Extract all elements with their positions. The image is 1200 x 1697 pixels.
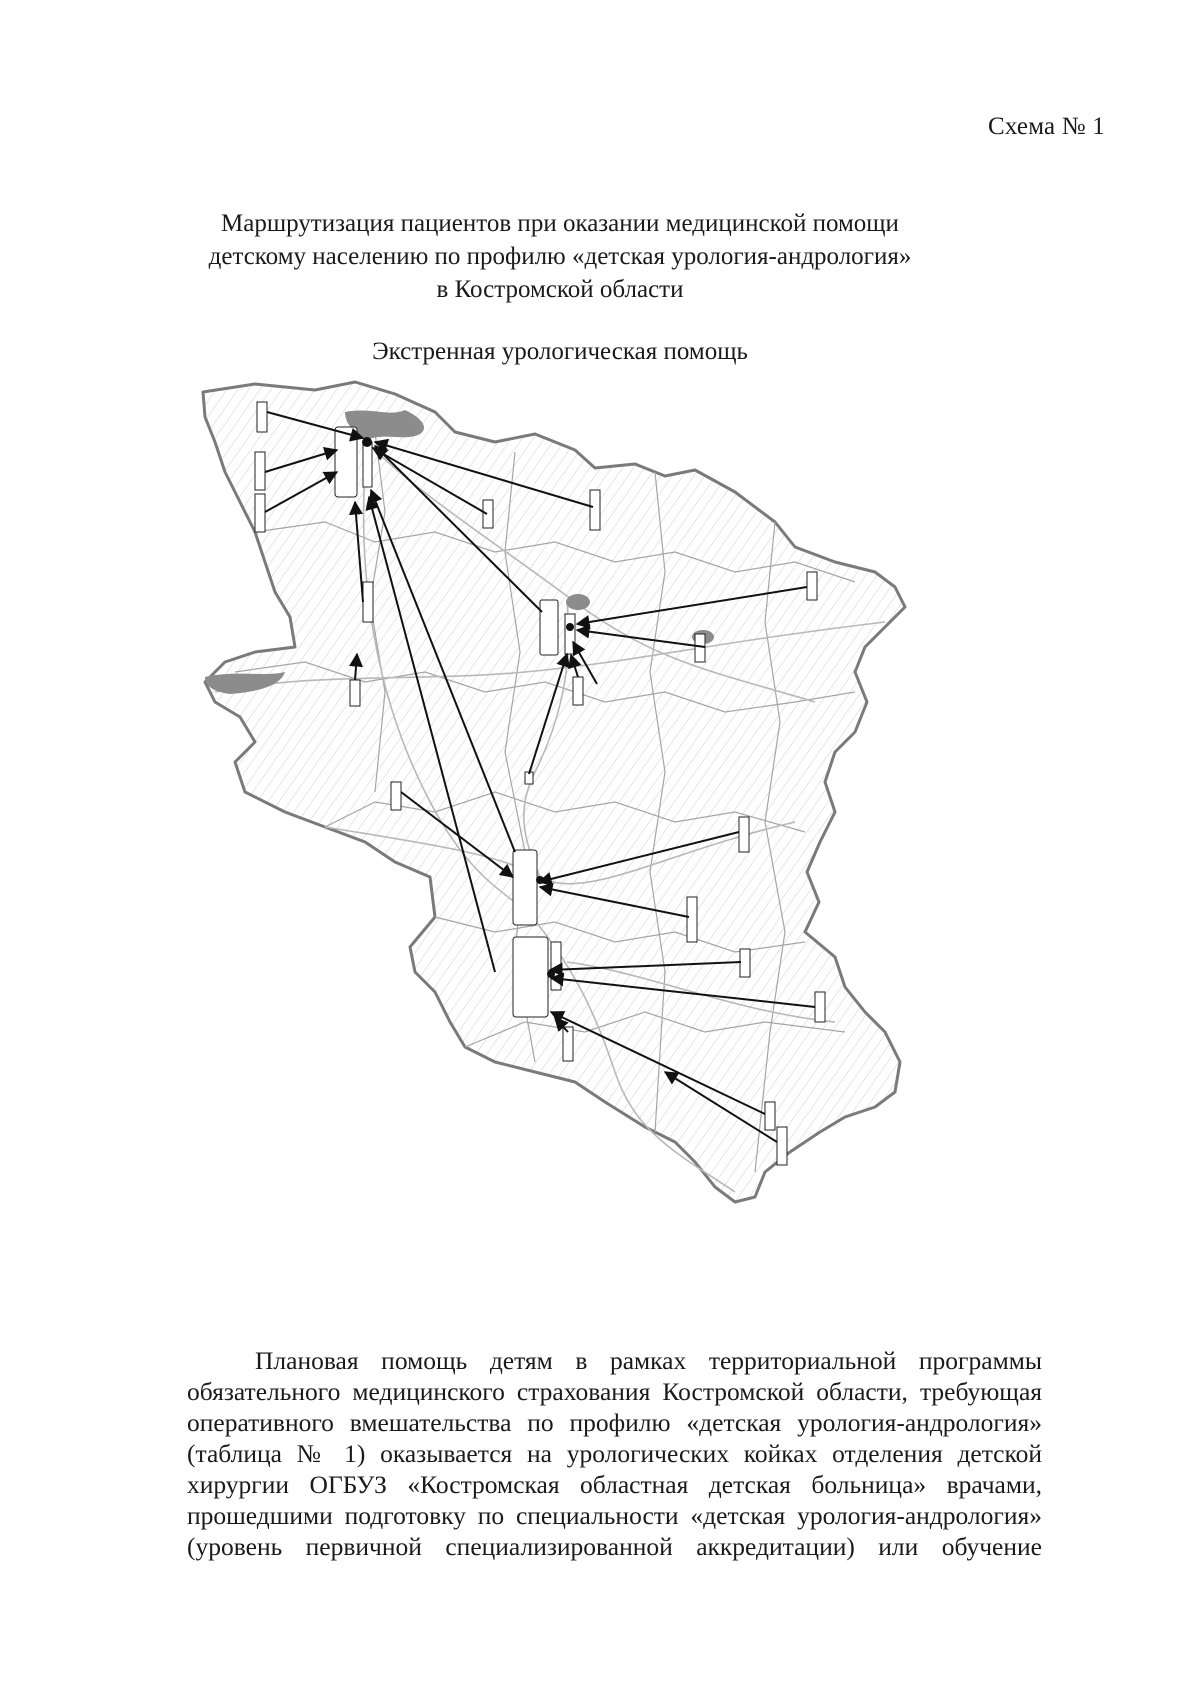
- body-line-4: (таблица № 1) оказывается на урологических койках отделения детской: [187, 1439, 1042, 1468]
- scheme-number: Схема № 1: [987, 113, 1105, 140]
- body-paragraph: [187, 1345, 1042, 1562]
- body-line-3: оперативного вмешательства по профилю «детская урология-андрология»: [187, 1408, 1042, 1437]
- title-line-2: детскому населению по профилю «детская урология-андрология»: [208, 243, 912, 270]
- body-line-6: прошедшими подготовку по специальности «детская урология-андрология»: [187, 1501, 1042, 1530]
- section-subtitle: Экстренная урологическая помощь: [372, 338, 748, 365]
- title-line-1: Маршрутизация пациентов при оказании медицинской помощи: [221, 210, 899, 237]
- routing-map: [195, 372, 935, 1207]
- body-line-7: (уровень первичной специализированной аккредитации) или обучение: [187, 1532, 1042, 1561]
- body-line-1: Плановая помощь детям в рамках территориальной программы: [255, 1346, 1042, 1375]
- region-outline: [203, 382, 905, 1202]
- region-map-routing-icon: [195, 372, 935, 1207]
- document-title: [0, 207, 1120, 306]
- title-line-3: в Костромской области: [436, 276, 684, 303]
- body-line-5: хирургии ОГБУЗ «Костромская областная детская больница» врачами,: [187, 1470, 1042, 1499]
- body-line-2: обязательного медицинского страхования Костромской области, требующая: [187, 1377, 1042, 1406]
